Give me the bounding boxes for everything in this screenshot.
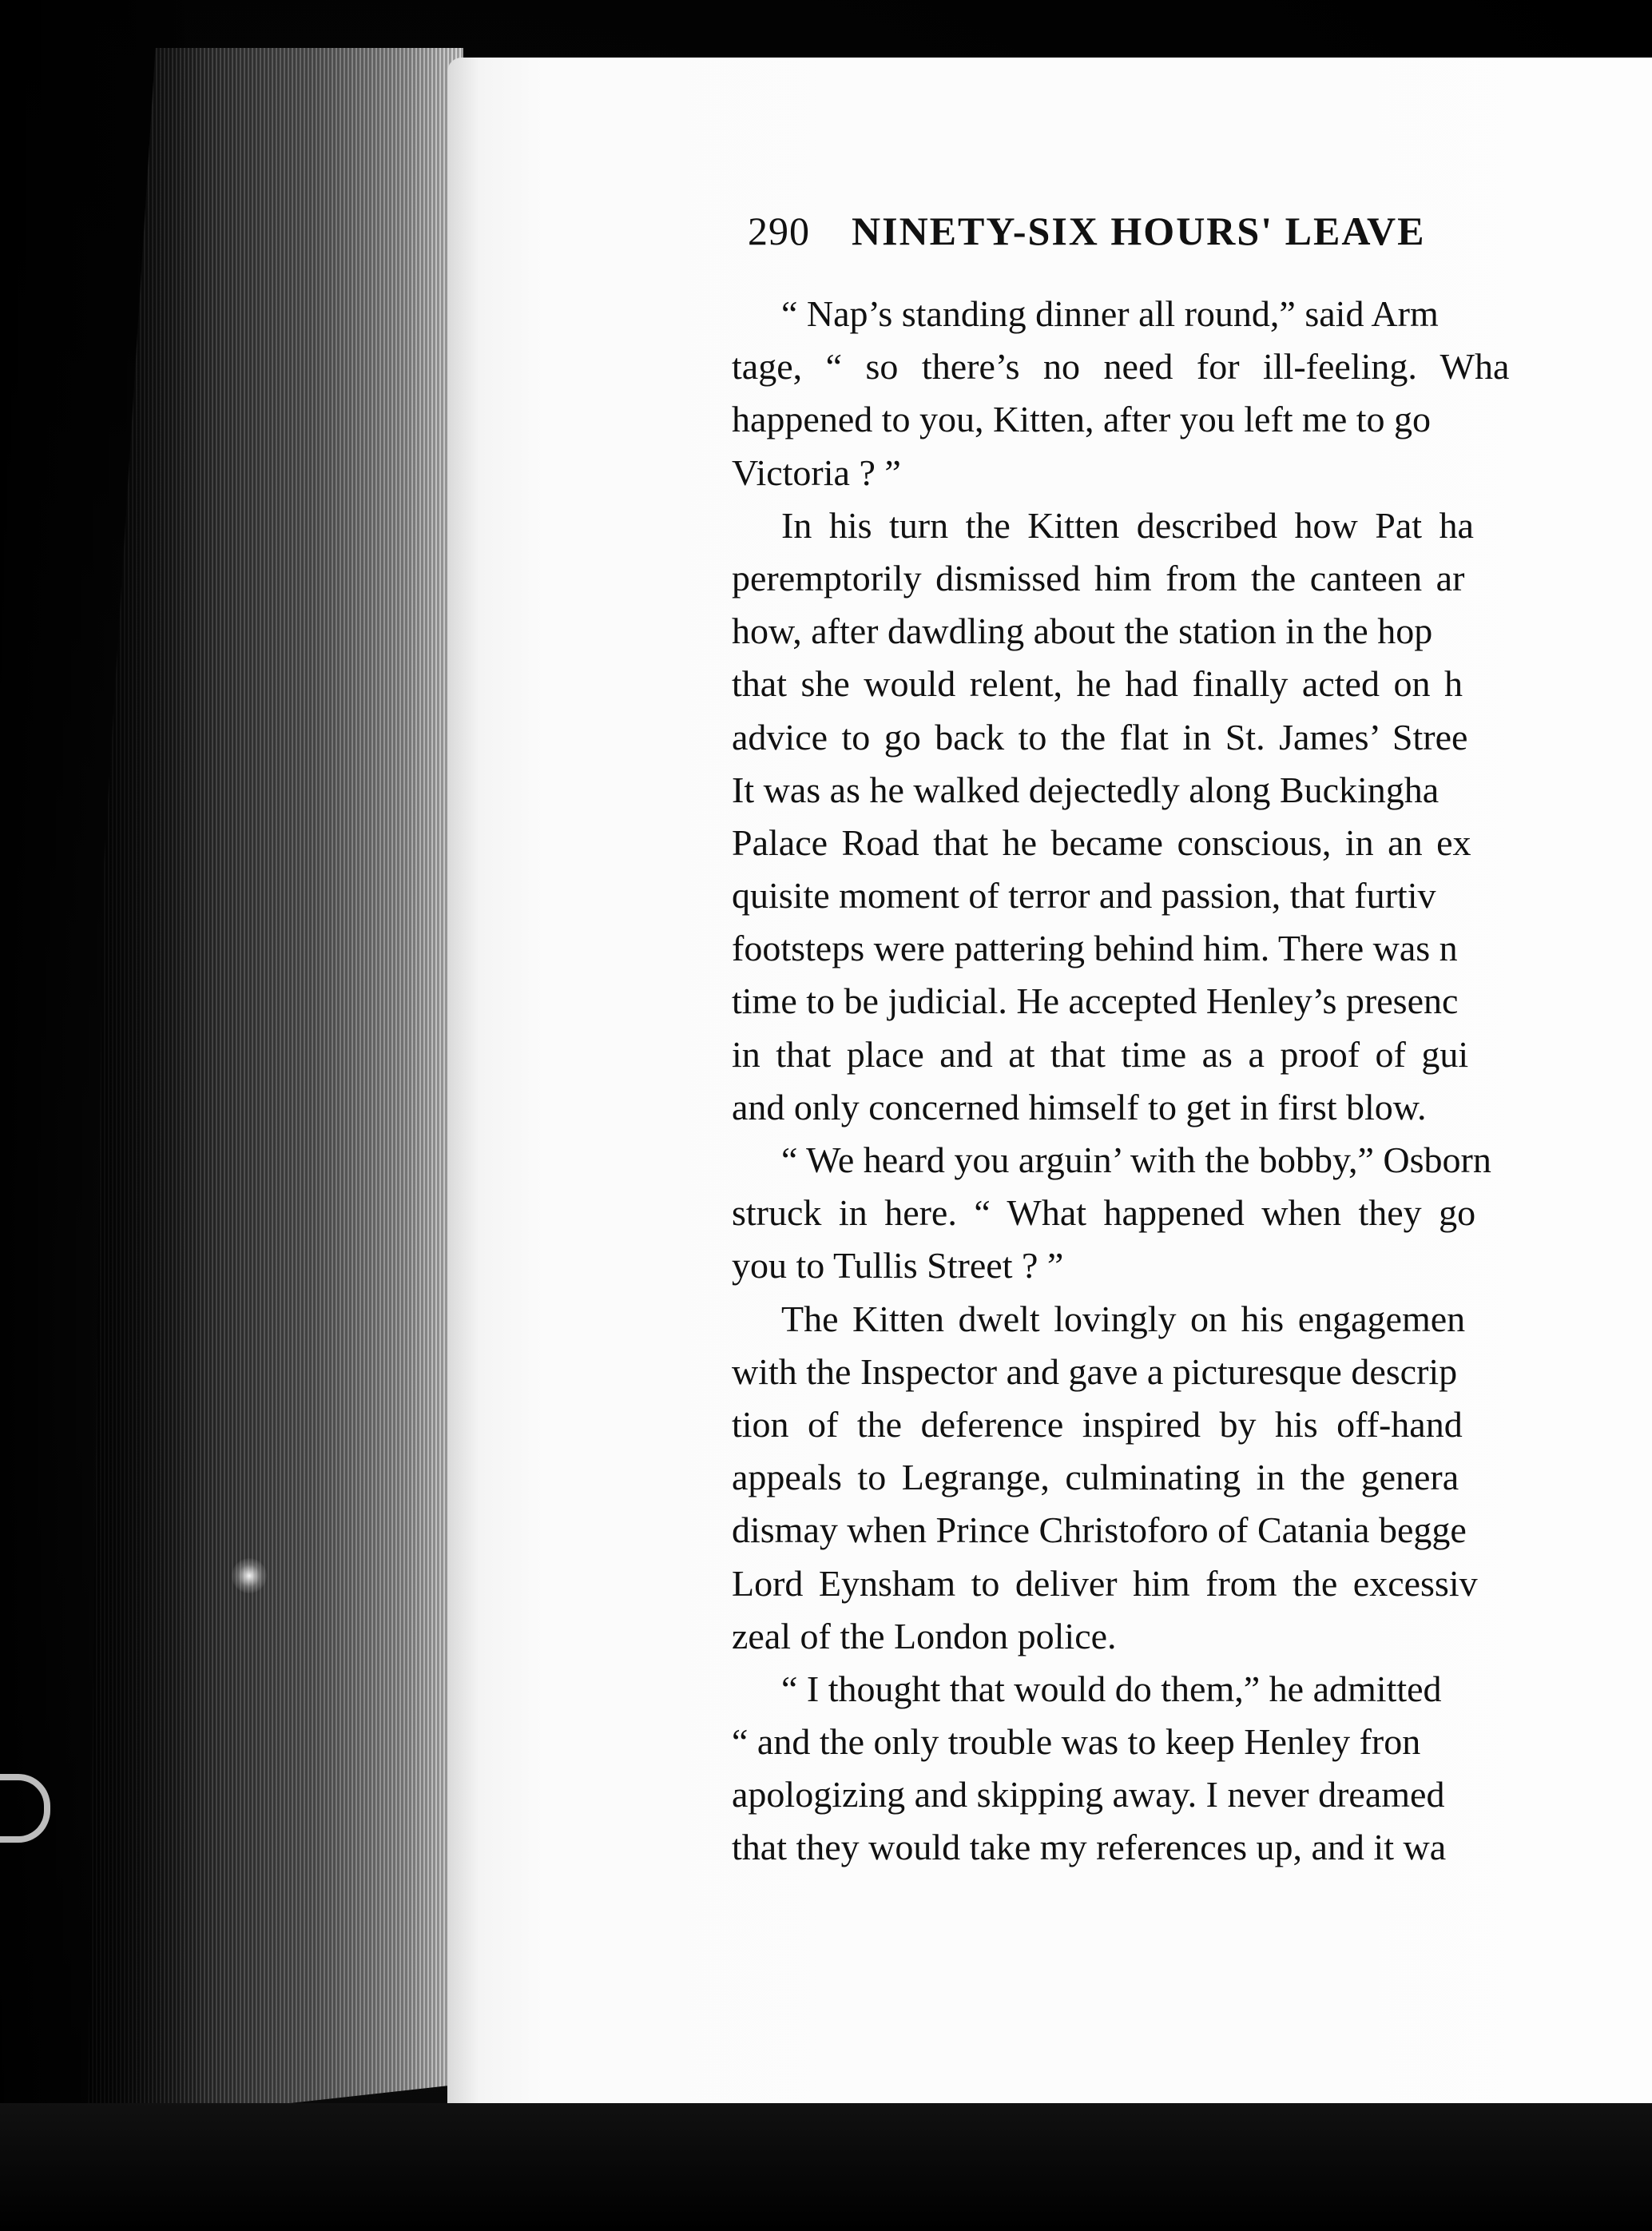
text-line: tion of the deference inspired by his off-hand	[732, 1403, 1463, 1445]
text-line: footsteps were pattering behind him. There was n	[732, 928, 1458, 969]
text-line: peremptorily dismissed him from the canteen ar	[732, 557, 1465, 599]
text-line: dismay when Prince Christoforo of Catania begge	[732, 1509, 1467, 1551]
book-page	[447, 58, 1652, 2103]
text-line: tage, “ so there’s no need for ill-feeling. Wha	[732, 346, 1510, 388]
light-speck	[232, 1558, 267, 1593]
text-line: how, after dawdling about the station in the hop	[732, 610, 1433, 652]
body-text	[732, 288, 1652, 1875]
text-line: It was as he walked dejectedly along Buckingha	[732, 769, 1440, 810]
running-title: NINETY-SIX HOURS' LEAVE	[852, 209, 1426, 253]
running-head	[748, 208, 1425, 254]
text-line: apologizing and skipping away. I never dreamed	[732, 1774, 1445, 1815]
text-line: time to be judicial. He accepted Henley’s presenc	[732, 980, 1459, 1022]
text-line: The Kitten dwelt lovingly on his engagemen	[781, 1298, 1466, 1339]
text-line: Victoria ? ”	[732, 451, 901, 493]
text-line: advice to go back to the flat in St. James’ Stree	[732, 716, 1468, 758]
text-line: “ Nap’s standing dinner all round,” said Arm	[781, 293, 1439, 334]
text-line: zeal of the London police.	[732, 1615, 1117, 1656]
text-line: struck in here. “ What happened when they go	[732, 1192, 1476, 1234]
text-line: In his turn the Kitten described how Pat ha	[781, 504, 1474, 546]
page-number: 290	[748, 209, 810, 253]
text-line: “ and the only trouble was to keep Henley fron	[732, 1721, 1421, 1763]
text-line: Palace Road that he became conscious, in an ex	[732, 821, 1471, 863]
text-line: in that place and at that time as a proof of gui	[732, 1033, 1469, 1075]
text-line: “ I thought that would do them,” he admitted	[781, 1668, 1442, 1709]
text-line: and only concerned himself to get in first blow.	[732, 1086, 1427, 1127]
text-line: happened to you, Kitten, after you left me to go	[732, 399, 1432, 440]
bottom-shadow	[0, 2103, 1652, 2231]
text-line: that they would take my references up, and it wa	[732, 1827, 1447, 1868]
text-line: Lord Eynsham to deliver him from the excessiv	[732, 1562, 1478, 1604]
text-line: you to Tullis Street ? ”	[732, 1245, 1064, 1287]
text-line: with the Inspector and gave a picturesque descrip	[732, 1350, 1458, 1392]
text-line: quisite moment of terror and passion, that furtiv	[732, 875, 1436, 917]
edge-shadow	[0, 0, 208, 2231]
text-line: “ We heard you arguin’ with the bobby,” Osborn	[781, 1139, 1491, 1180]
text-line: appeals to Legrange, culminating in the genera	[732, 1457, 1459, 1498]
text-line: that she would relent, he had finally acted on h	[732, 663, 1463, 705]
